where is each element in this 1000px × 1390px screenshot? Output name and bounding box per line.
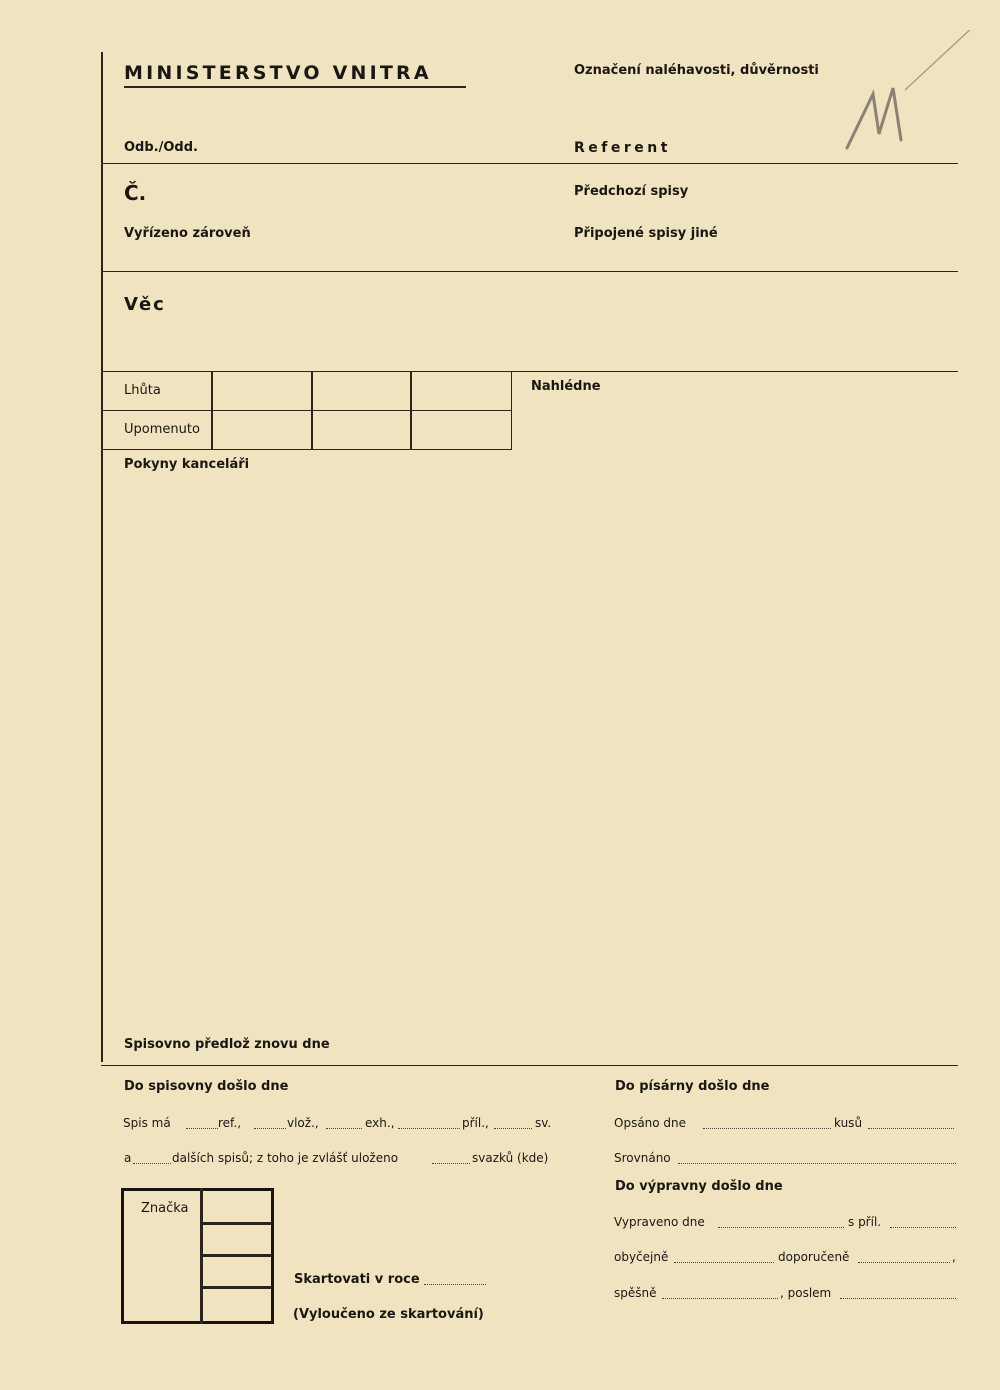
file-has-dots-4 bbox=[398, 1128, 460, 1129]
attachments-label: příl., bbox=[462, 1116, 489, 1130]
messenger-label: , poslem bbox=[780, 1286, 832, 1300]
file-has-dots-2 bbox=[254, 1128, 286, 1129]
ministry-title: MINISTERSTVO VNITRA bbox=[124, 62, 432, 84]
other-files-dots-1 bbox=[133, 1163, 171, 1164]
deadline-grid-col-3 bbox=[410, 371, 412, 449]
divider-subject bbox=[101, 271, 958, 272]
left-margin-line bbox=[101, 52, 103, 1062]
handled-with-label: Vyřízeno zároveň bbox=[124, 226, 251, 241]
reminded-label: Upomenuto bbox=[124, 422, 200, 437]
previous-files-label: Předchozí spisy bbox=[574, 184, 689, 199]
department-label: Odb./Odd. bbox=[124, 140, 198, 155]
number-label: Č. bbox=[124, 181, 147, 205]
inserts-label: vlož., bbox=[287, 1116, 319, 1130]
compared-dots bbox=[678, 1163, 956, 1164]
pieces-label: kusů bbox=[834, 1116, 863, 1130]
urgency-label: Označení naléhavosti, důvěrnosti bbox=[574, 63, 819, 78]
pieces-dots bbox=[868, 1128, 954, 1129]
ref-label: ref., bbox=[218, 1116, 242, 1130]
express-dots bbox=[662, 1298, 778, 1299]
mark-label: Značka bbox=[141, 1201, 189, 1216]
shred-year-dots bbox=[424, 1284, 486, 1285]
mark-box-row-1 bbox=[200, 1222, 271, 1225]
referent-label: Referent bbox=[574, 140, 671, 156]
divider-referent bbox=[101, 163, 958, 164]
exhibits-label: exh., bbox=[365, 1116, 395, 1130]
registered-label: doporučeně bbox=[778, 1250, 850, 1264]
registry-received-label: Do spisovny došlo dne bbox=[124, 1079, 289, 1094]
registered-dots bbox=[858, 1262, 950, 1263]
registered-comma: , bbox=[952, 1250, 956, 1264]
typing-office-received-label: Do písárny došlo dne bbox=[615, 1079, 770, 1094]
sent-label: Vypraveno dne bbox=[614, 1215, 705, 1229]
excluded-label: (Vyloučeno ze skartování) bbox=[293, 1307, 484, 1322]
subject-label: Věc bbox=[124, 294, 166, 315]
bundles-label: svazků (kde) bbox=[472, 1151, 549, 1165]
other-files-label: dalších spisů; z toho je zvlášť uloženo bbox=[172, 1151, 399, 1165]
file-has-dots-3 bbox=[326, 1128, 362, 1129]
with-attachments-dots bbox=[890, 1227, 956, 1228]
handwritten-mark bbox=[835, 30, 975, 150]
compared-label: Srovnáno bbox=[614, 1151, 671, 1165]
file-has-label: Spis má bbox=[123, 1116, 171, 1130]
divider-registry bbox=[101, 1065, 958, 1066]
resubmit-label: Spisovno předlož znovu dne bbox=[124, 1037, 330, 1052]
inspect-label: Nahlédne bbox=[531, 379, 601, 394]
ordinary-dots bbox=[674, 1262, 774, 1263]
shred-year-label: Skartovati v roce bbox=[294, 1272, 420, 1287]
deadline-grid-row-line bbox=[101, 410, 511, 411]
express-label: spěšně bbox=[614, 1286, 657, 1300]
mark-box-row-2 bbox=[200, 1254, 271, 1257]
sent-dots bbox=[718, 1227, 844, 1228]
other-files-dots-2 bbox=[432, 1163, 470, 1164]
deadline-grid-col-1 bbox=[211, 371, 213, 449]
copied-dots bbox=[703, 1128, 831, 1129]
ministry-underline bbox=[124, 86, 466, 88]
copied-label: Opsáno dne bbox=[614, 1116, 687, 1130]
with-attachments-label: s příl. bbox=[848, 1215, 882, 1229]
file-has-dots-5 bbox=[494, 1128, 532, 1129]
and-label: a bbox=[124, 1151, 132, 1165]
office-instructions-label: Pokyny kanceláři bbox=[124, 457, 250, 472]
volumes-label: sv. bbox=[535, 1116, 552, 1130]
dispatch-received-label: Do výpravny došlo dne bbox=[615, 1179, 783, 1194]
deadline-grid-col-2 bbox=[311, 371, 313, 449]
messenger-dots bbox=[840, 1298, 956, 1299]
mark-box-row-3 bbox=[200, 1286, 271, 1289]
attached-files-label: Připojené spisy jiné bbox=[574, 226, 718, 241]
file-has-dots-1 bbox=[186, 1128, 218, 1129]
ordinary-label: obyčejně bbox=[614, 1250, 669, 1264]
deadline-label: Lhůta bbox=[124, 383, 161, 398]
